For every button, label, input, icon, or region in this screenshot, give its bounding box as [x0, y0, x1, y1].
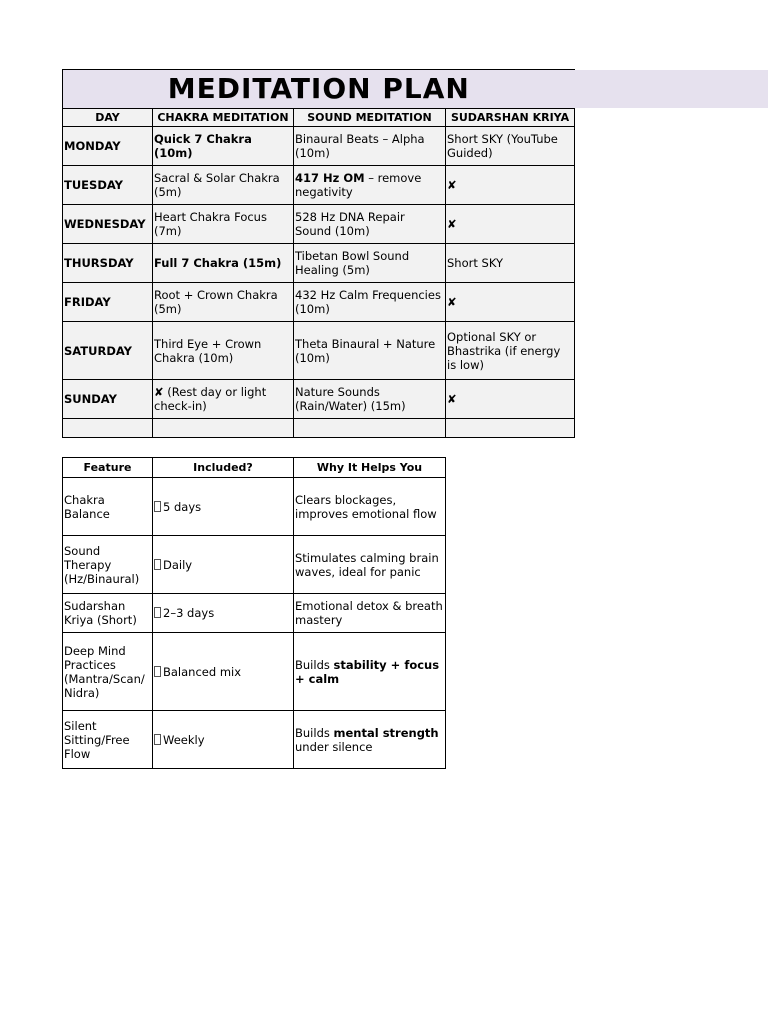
chakra-cell: Full 7 Chakra (15m): [153, 244, 294, 283]
chakra-cell: Sacral & Solar Chakra (5m): [153, 166, 294, 205]
feature-cell: Chakra Balance: [63, 478, 153, 536]
day-cell: FRIDAY: [63, 283, 153, 322]
plan-row-thursday: [63, 244, 575, 283]
chakra-cell: [153, 380, 294, 419]
day-cell: SATURDAY: [63, 322, 153, 380]
feature-row: [63, 594, 446, 633]
why-text: Builds: [295, 657, 334, 672]
features-table: [62, 457, 446, 769]
header-sky: SUDARSHAN KRIYA: [446, 109, 575, 127]
features-header-row: [63, 458, 446, 478]
sound-cell: [294, 166, 446, 205]
why-bold-text: mental strength: [333, 725, 439, 740]
sound-cell: 432 Hz Calm Frequencies (10m): [294, 283, 446, 322]
why-cell: [294, 711, 446, 769]
included-cell: [153, 711, 294, 769]
why-cell: [294, 633, 446, 711]
included-cell: [153, 478, 294, 536]
missing-glyph-icon: [154, 501, 161, 512]
chakra-cell: Root + Crown Chakra (5m): [153, 283, 294, 322]
feature-row: [63, 478, 446, 536]
why-cell: Emotional detox & breath mastery: [294, 594, 446, 633]
included-cell: [153, 536, 294, 594]
why-bold-text: stability + focus + calm: [295, 657, 440, 686]
day-cell: SUNDAY: [63, 380, 153, 419]
why-cell: Stimulates calming brain waves, ideal for panic: [294, 536, 446, 594]
plan-row-tuesday: [63, 166, 575, 205]
plan-empty-row: [63, 419, 575, 438]
cross-mark: ✘: [154, 385, 164, 399]
missing-glyph-icon: [154, 559, 161, 570]
day-cell: MONDAY: [63, 127, 153, 166]
title-band: [572, 70, 768, 108]
header-why: Why It Helps You: [294, 458, 446, 478]
feature-cell: Sudarshan Kriya (Short): [63, 594, 153, 633]
sound-cell: Theta Binaural + Nature (10m): [294, 322, 446, 380]
day-cell: TUESDAY: [63, 166, 153, 205]
why-text: under silence: [295, 739, 373, 754]
feature-row: [63, 536, 446, 594]
day-cell: THURSDAY: [63, 244, 153, 283]
sound-cell: 528 Hz DNA Repair Sound (10m): [294, 205, 446, 244]
empty-cell: [294, 419, 446, 438]
why-cell: Clears blockages, improves emotional flow: [294, 478, 446, 536]
missing-glyph-icon: [154, 607, 161, 618]
chakra-cell: Quick 7 Chakra (10m): [153, 127, 294, 166]
header-chakra: CHAKRA MEDITATION: [153, 109, 294, 127]
plan-row-saturday: [63, 322, 575, 380]
meditation-plan-table: [62, 69, 575, 438]
feature-row: [63, 633, 446, 711]
included-text: Balanced mix: [163, 664, 242, 679]
plan-header-row: [63, 109, 575, 127]
sky-cell: ✘: [446, 380, 575, 419]
sky-cell: ✘: [446, 283, 575, 322]
feature-cell: Deep Mind Practices (Mantra/Scan/ Nidra): [63, 633, 153, 711]
day-cell: WEDNESDAY: [63, 205, 153, 244]
feature-cell: Sound Therapy (Hz/Binaural): [63, 536, 153, 594]
plan-title: MEDITATION PLAN: [63, 70, 575, 109]
chakra-text: (Rest day or light check-in): [154, 385, 267, 413]
included-text: Weekly: [163, 732, 205, 747]
sound-cell: Tibetan Bowl Sound Healing (5m): [294, 244, 446, 283]
empty-cell: [153, 419, 294, 438]
sky-cell: Optional SKY or Bhastrika (if energy is low): [446, 322, 575, 380]
chakra-cell: Third Eye + Crown Chakra (10m): [153, 322, 294, 380]
header-day: DAY: [63, 109, 153, 127]
sky-cell: Short SKY: [446, 244, 575, 283]
feature-cell: Silent Sitting/Free Flow: [63, 711, 153, 769]
sound-text: – remove negativity: [295, 171, 422, 199]
sky-cell: ✘: [446, 166, 575, 205]
sound-cell: Binaural Beats – Alpha (10m): [294, 127, 446, 166]
plan-row-wednesday: [63, 205, 575, 244]
sky-cell: Short SKY (YouTube Guided): [446, 127, 575, 166]
sky-cell: ✘: [446, 205, 575, 244]
header-feature: Feature: [63, 458, 153, 478]
header-included: Included?: [153, 458, 294, 478]
feature-row: [63, 711, 446, 769]
empty-cell: [63, 419, 153, 438]
missing-glyph-icon: [154, 666, 161, 677]
header-sound: SOUND MEDITATION: [294, 109, 446, 127]
plan-row-monday: [63, 127, 575, 166]
sound-bold-text: 417 Hz OM: [295, 171, 365, 185]
included-text: 5 days: [163, 499, 202, 514]
why-text: Builds: [295, 725, 334, 740]
included-text: Daily: [163, 557, 193, 572]
chakra-cell: Heart Chakra Focus (7m): [153, 205, 294, 244]
missing-glyph-icon: [154, 734, 161, 745]
included-cell: [153, 594, 294, 633]
included-text: 2–3 days: [163, 606, 215, 620]
plan-row-sunday: [63, 380, 575, 419]
included-cell: [153, 633, 294, 711]
plan-row-friday: [63, 283, 575, 322]
empty-cell: [446, 419, 575, 438]
sound-cell: Nature Sounds (Rain/Water) (15m): [294, 380, 446, 419]
